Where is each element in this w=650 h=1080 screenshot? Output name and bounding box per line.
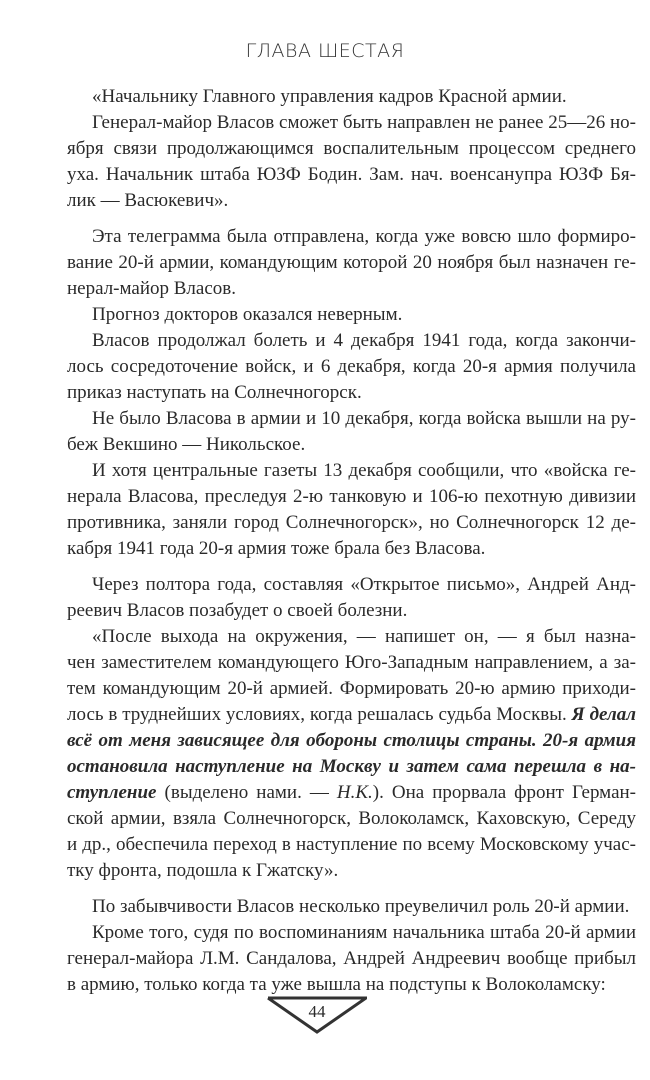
text-segment: беж Векшино — Никольское.: [67, 434, 306, 455]
text-segment: в армию, только когда та уже вышла на подступы к Волоколамску:: [67, 974, 606, 995]
text-line: [67, 728, 636, 754]
paragraph: [67, 920, 636, 998]
text-segment: реевич Власов позабудет о своей болезни.: [67, 600, 408, 621]
text-line: [67, 276, 636, 302]
text-line: [67, 328, 636, 354]
emphasized-text: остановила наступление на Москву и затем сама перешла в на-: [67, 756, 636, 777]
page-number: 44: [308, 1002, 326, 1021]
emphasized-text: ступление: [67, 782, 157, 803]
text-segment: лось в труднейших условиях, когда решалась судьба Москвы.: [67, 704, 572, 725]
page-number-marker: [267, 996, 367, 1034]
paragraph: [67, 894, 636, 920]
text-line: [67, 110, 636, 136]
text-segment: Кроме того, судя по воспоминаниям начальника штаба 20-й армии: [92, 922, 636, 943]
text-line: [67, 458, 636, 484]
text-line: [67, 702, 636, 728]
text-segment: «Начальнику Главного управления кадров Красной армии.: [92, 86, 567, 107]
text-line: [67, 302, 636, 328]
text-line: [67, 832, 636, 858]
paragraph: [67, 328, 636, 406]
text-segment: ). Она прорвала фронт Герман-: [372, 782, 636, 803]
text-segment: лось сосредоточение войск, и 6 декабря, когда 20-я армия получила: [67, 356, 636, 377]
text-line: [67, 484, 636, 510]
text-segment: противника, заняли город Солнечногорск», но Солнечногорск 12 де-: [67, 512, 636, 533]
text-segment: Через полтора года, составляя «Открытое письмо», Андрей Анд-: [92, 574, 636, 595]
text-line: [67, 894, 636, 920]
text-segment: тку фронта, подошла к Гжатску».: [67, 860, 339, 881]
chapter-title: ГЛАВА ШЕСТАЯ: [245, 40, 405, 62]
text-line: [67, 380, 636, 406]
text-segment: нерала Власова, преследуя 2-ю танковую и 106-ю пехотную дивизии: [67, 486, 636, 507]
text-line: [67, 972, 636, 998]
text-segment: Власов продолжал болеть и 4 декабря 1941 года, когда закончи-: [92, 330, 636, 351]
text-segment: «После выхода на окружения, — напишет он, — я был назна-: [92, 626, 636, 647]
text-line: [67, 920, 636, 946]
text-line: [67, 946, 636, 972]
text-segment: чен заместителем командующего Юго-Западным направлением, а за-: [67, 652, 636, 673]
text-line: [67, 650, 636, 676]
text-line: [67, 510, 636, 536]
text-segment: вание 20-й армии, командующим которой 20 ноября был назначен ге-: [67, 252, 636, 273]
text-line: [67, 224, 636, 250]
paragraph: [67, 84, 636, 110]
paragraph: [67, 302, 636, 328]
text-line: [67, 536, 636, 562]
text-segment: ября связи продолжающимся воспалительным процессом среднего: [67, 138, 636, 159]
paragraph: [67, 458, 636, 562]
text-segment: генерал-майора Л.М. Сандалова, Андрей Андреевич вообще прибыл: [67, 948, 636, 969]
text-line: [67, 406, 636, 432]
text-line: [67, 572, 636, 598]
text-line: [67, 598, 636, 624]
text-segment: Генерал-майор Власов сможет быть направлен не ранее 25—26 но-: [92, 112, 636, 133]
text-segment: тем командующим 20-й армией. Формировать 20-ю армию приходи-: [67, 678, 636, 699]
paragraph: [67, 224, 636, 302]
paragraph: [67, 110, 636, 214]
text-segment: приказ наступать на Солнечногорск.: [67, 382, 362, 403]
text-segment: Эта телеграмма была отправлена, когда уже вовсю шло формиро-: [92, 226, 636, 247]
text-segment: лик — Васюкевич».: [67, 190, 229, 211]
text-segment: уха. Начальник штаба ЮЗФ Бодин. Зам. нач. военсанупра ЮЗФ Бя-: [67, 164, 636, 185]
text-line: [67, 806, 636, 832]
text-segment: и др., обеспечила переход в наступление по всему Московскому учас-: [67, 834, 636, 855]
italic-text: Н.К.: [336, 782, 373, 803]
emphasized-text: всё от меня зависящее для обороны столицы страны. 20-я армия: [67, 730, 636, 751]
paragraph: [67, 406, 636, 458]
text-segment: Прогноз докторов оказался неверным.: [92, 304, 403, 325]
text-segment: По забывчивости Власов несколько преувеличил роль 20-й армии.: [92, 896, 630, 917]
text-line: [67, 858, 636, 884]
page-body: [67, 84, 636, 998]
text-line: [67, 676, 636, 702]
text-segment: (выделено нами. —: [156, 782, 337, 803]
text-segment: кабря 1941 года 20-я армия тоже брала без Власова.: [67, 538, 486, 559]
text-line: [67, 432, 636, 458]
text-line: [67, 250, 636, 276]
text-segment: ской армии, взяла Солнечногорск, Волоколамск, Каховскую, Середу: [67, 808, 636, 829]
text-segment: Не было Власова в армии и 10 декабря, когда войска вышли на ру-: [92, 408, 636, 429]
text-line: [67, 780, 636, 806]
text-segment: И хотя центральные газеты 13 декабря сообщили, что «войска ге-: [92, 460, 636, 481]
text-line: [67, 84, 636, 110]
emphasized-text: Я делал: [571, 704, 636, 725]
paragraph: [67, 624, 636, 884]
text-segment: нерал-майор Власов.: [67, 278, 236, 299]
text-line: [67, 188, 636, 214]
text-line: [67, 136, 636, 162]
text-line: [67, 624, 636, 650]
text-line: [67, 162, 636, 188]
text-line: [67, 754, 636, 780]
paragraph: [67, 572, 636, 624]
text-line: [67, 354, 636, 380]
